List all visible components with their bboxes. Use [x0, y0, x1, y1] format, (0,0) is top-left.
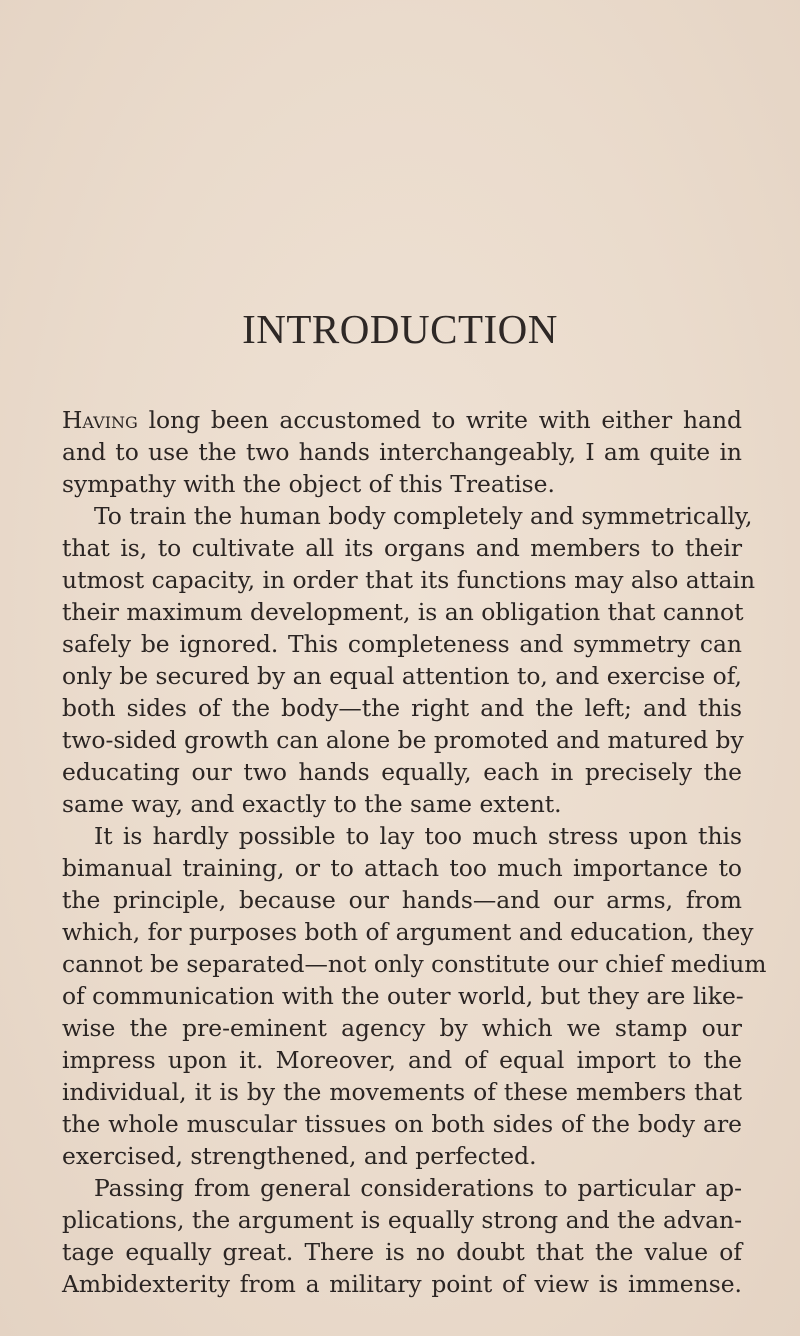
opening-initial: H [62, 406, 83, 434]
text-line: and to use the two hands interchangeably, I am quite in [62, 438, 742, 466]
text-line: both sides of the body—the right and the left; and this [62, 694, 742, 722]
text-line: only be secured by an equal attention to, and exercise of, [62, 662, 742, 690]
text-line: sympathy with the object of this Treatise. [62, 470, 555, 498]
text-line: Passing from general considerations to particular ap- [94, 1174, 742, 1202]
text-line: bimanual training, or to attach too much importance to [62, 854, 742, 882]
text-line [62, 404, 742, 436]
text-line: tage equally great. There is no doubt that the value of [62, 1238, 742, 1266]
text-line: impress upon it. Moreover, and of equal import to the [62, 1046, 742, 1074]
text-line: safely be ignored. This completeness and symmetry can [62, 630, 742, 658]
chapter-title: INTRODUCTION [242, 306, 558, 352]
text-line: To train the human body completely and symmetrically, [94, 502, 753, 530]
text-line: plications, the argument is equally strong and the advan- [62, 1206, 742, 1234]
text-line: two-sided growth can alone be promoted and matured by [62, 726, 744, 754]
text-line: the whole muscular tissues on both sides of the body are [62, 1110, 742, 1138]
text-line-content: long been accustomed to write with either hand [137, 406, 742, 434]
text-line: the principle, because our hands—and our arms, from [62, 886, 742, 914]
text-line: cannot be separated—not only constitute our chief medium [62, 950, 767, 978]
text-line: It is hardly possible to lay too much stress upon this [94, 822, 742, 850]
text-line: exercised, strengthened, and perfected. [62, 1142, 537, 1170]
text-line: individual, it is by the movements of these members that [62, 1078, 742, 1106]
text-line: their maximum development, is an obligation that cannot [62, 598, 744, 626]
text-line: Ambidexterity from a military point of view is immense. [62, 1270, 742, 1298]
text-line: that is, to cultivate all its organs and members to their [62, 534, 742, 562]
text-line: educating our two hands equally, each in precisely the [62, 758, 742, 786]
opening-word-rest: aving [82, 406, 138, 434]
text-line: wise the pre-eminent agency by which we stamp our [62, 1014, 742, 1042]
text-line: utmost capacity, in order that its functions may also attain [62, 566, 756, 594]
text-line: of communication with the outer world, but they are like- [62, 982, 744, 1010]
text-line: same way, and exactly to the same extent. [62, 790, 562, 818]
opening-word [62, 406, 138, 434]
text-line: which, for purposes both of argument and education, they [62, 918, 754, 946]
